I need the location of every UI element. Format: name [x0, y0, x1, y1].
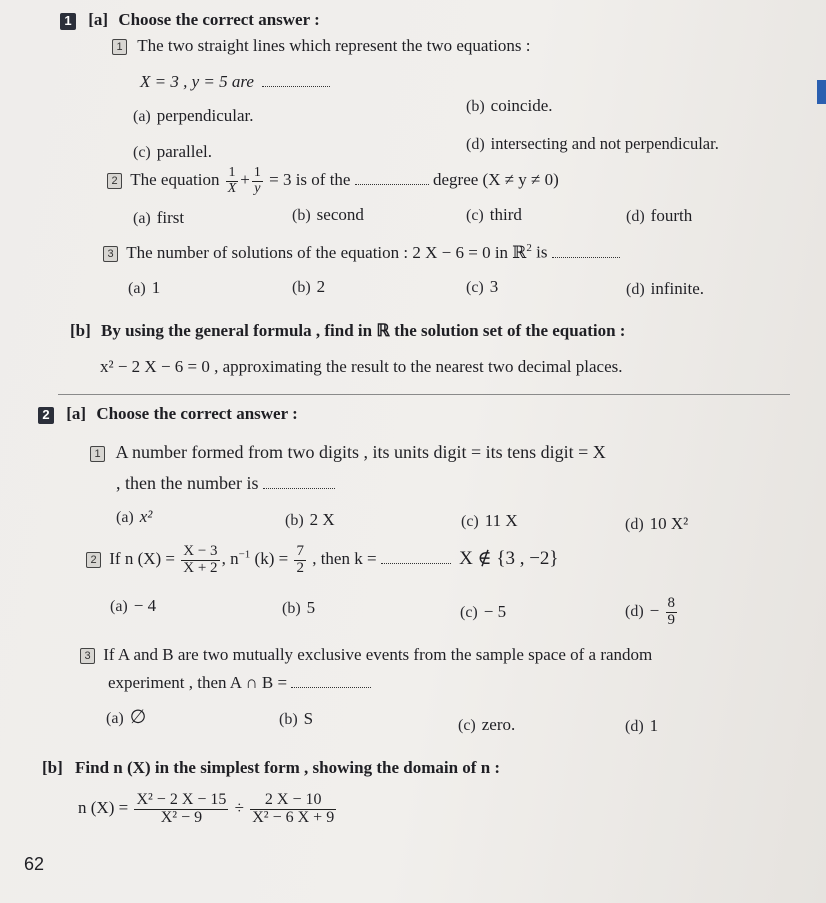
option-text: coincide.	[490, 96, 553, 115]
q1-a-label: [a]	[88, 10, 109, 29]
option-letter: (b)	[279, 711, 298, 728]
q2-item1-text2: , then the number is	[116, 473, 259, 493]
fraction-den: y	[254, 180, 261, 196]
q1-b-equation: x² − 2 X − 6 = 0 , approximating the result to the nearest two decimal places.	[100, 357, 623, 376]
option-text: parallel.	[156, 142, 212, 161]
q1-item3-text: The number of solutions of the equation : 2 X − 6 = 0 in ℝ	[126, 242, 527, 262]
fraction-num: 1	[226, 166, 239, 182]
q2-item3-text2: experiment , then A ∩ B =	[108, 673, 288, 692]
q1-b-label: [b]	[70, 321, 91, 340]
fraction-den: X² − 6 X + 9	[252, 808, 335, 826]
q2-item1-number: 1	[90, 446, 105, 462]
option-text: first	[156, 208, 185, 227]
answer-blank	[262, 80, 330, 87]
q1-item1-option-d[interactable]	[466, 134, 719, 154]
option-letter: (d)	[625, 718, 644, 735]
option-letter: (b)	[282, 600, 301, 617]
q1-item2-option-d[interactable]	[626, 206, 692, 226]
q2-item2-option-c[interactable]	[460, 602, 506, 622]
q2-b-label: [b]	[42, 758, 63, 777]
option-text: S	[303, 709, 314, 728]
q1-item1-option-a[interactable]	[133, 106, 254, 126]
q2-item3-option-d[interactable]	[625, 716, 658, 736]
q2-item2-post: , then k =	[312, 549, 377, 569]
option-letter: (b)	[292, 279, 311, 296]
q2-item3-option-b[interactable]	[279, 709, 313, 729]
q2-item1-text: A number formed from two digits , its units digit = its tens digit = X	[115, 442, 606, 462]
q1-item3-option-c[interactable]	[466, 277, 498, 297]
option-text: 3	[489, 277, 499, 296]
q1-item3-option-d[interactable]	[626, 279, 704, 299]
option-text: zero.	[481, 715, 516, 734]
option-letter: (b)	[466, 98, 485, 115]
q1-item3-option-a[interactable]	[128, 278, 160, 298]
q2-item1-stem2	[116, 473, 335, 494]
q1-item2-stem	[107, 166, 559, 196]
option-text: second	[316, 205, 364, 224]
option-text: fourth	[650, 206, 693, 225]
fraction-num: X² − 2 X − 15	[136, 791, 227, 808]
q2-item3-number: 3	[80, 648, 95, 664]
q2-item3-option-a[interactable]	[106, 706, 146, 729]
fraction-num: 2 X − 10	[250, 792, 336, 810]
q1-b-text: By using the general formula , find in ℝ the solution set of the equation :	[101, 321, 626, 340]
option-letter: (c)	[133, 144, 151, 161]
fraction-num: X − 3	[183, 543, 218, 559]
q1-a-title: Choose the correct answer :	[118, 10, 320, 29]
answer-blank	[291, 681, 371, 688]
q2-item1-option-c[interactable]	[461, 511, 518, 531]
option-text: 10 X²	[649, 514, 689, 533]
q1-item3-text2: is	[536, 242, 548, 262]
q1-item1-equation	[140, 72, 330, 92]
option-text: infinite.	[650, 279, 705, 298]
q2-b-heading	[42, 758, 500, 778]
option-text: 5	[306, 598, 316, 617]
option-text: perpendicular.	[156, 106, 254, 125]
option-letter: (a)	[110, 598, 128, 615]
fraction	[134, 792, 228, 827]
fraction-den: X² − 9	[160, 808, 203, 826]
q1-item1-eq: X = 3 , y = 5 are	[140, 72, 254, 91]
q2-item2-option-a[interactable]	[110, 596, 156, 616]
page-number: 62	[24, 854, 45, 874]
q2-a-label: [a]	[66, 404, 87, 423]
option-text: − 4	[133, 596, 157, 615]
superscript: 2	[526, 242, 532, 254]
q2-item2-option-b[interactable]	[282, 598, 315, 618]
q1-number-badge: 1	[60, 13, 76, 30]
q2-item2-stem	[86, 544, 559, 577]
answer-blank	[381, 557, 451, 564]
option-letter: (a)	[133, 108, 151, 125]
page-edge-tab	[817, 80, 826, 104]
option-letter: (b)	[292, 207, 311, 224]
option-text: − 5	[483, 602, 507, 621]
option-letter: (b)	[285, 512, 304, 529]
q1-item1-option-c[interactable]	[133, 142, 212, 162]
q1-item1-text: The two straight lines which represent the two equations :	[137, 36, 531, 55]
answer-blank	[263, 482, 335, 489]
option-letter: (c)	[461, 513, 479, 530]
q2-item1-option-b[interactable]	[285, 510, 335, 530]
option-text: 1	[649, 716, 659, 735]
q1-item1-number: 1	[112, 39, 127, 55]
q2-item2-option-d[interactable]	[625, 596, 679, 629]
option-letter: (d)	[466, 136, 485, 153]
fraction	[252, 166, 263, 196]
option-letter: (a)	[133, 210, 151, 227]
option-letter: (a)	[106, 710, 124, 727]
option-text: ∅	[129, 707, 147, 728]
q2-item2-mid2: (k) =	[254, 549, 289, 569]
option-letter: (c)	[466, 279, 484, 296]
fraction-num: 8	[667, 595, 675, 611]
option-letter: (d)	[625, 516, 644, 533]
fraction	[294, 544, 306, 577]
fraction-den: X + 2	[183, 559, 218, 576]
q1-item2-option-b[interactable]	[292, 205, 364, 225]
option-letter: (d)	[625, 603, 644, 621]
fraction	[226, 166, 239, 196]
q1-item2-pre: The equation	[130, 170, 220, 190]
q1-item2-option-a[interactable]	[133, 208, 184, 228]
option-letter: (d)	[626, 281, 645, 298]
q1-item2-number: 2	[107, 173, 122, 189]
option-letter: (c)	[466, 207, 484, 224]
option-letter: (a)	[116, 509, 134, 526]
q1-item3-number: 3	[103, 246, 118, 262]
option-letter: (a)	[128, 280, 146, 297]
q1-item3-stem	[103, 242, 620, 263]
option-text: intersecting and not perpendicular.	[490, 134, 719, 153]
q2-b-pre: n (X) =	[78, 798, 129, 818]
q2-item3-stem2	[108, 673, 371, 693]
section-divider	[58, 394, 790, 395]
q1-header	[60, 10, 320, 30]
option-sign: −	[649, 601, 660, 621]
q2-item3-text: If A and B are two mutually exclusive events from the sample space of a random	[103, 645, 653, 664]
option-letter: (c)	[460, 604, 478, 621]
q1-item2-option-c[interactable]	[466, 205, 522, 225]
divide-sign: ÷	[234, 798, 244, 818]
option-text: 1	[151, 278, 161, 297]
fraction	[250, 792, 336, 827]
q2-b-text: Find n (X) in the simplest form , showing the domain of n :	[75, 758, 501, 777]
plus-sign: +	[240, 170, 250, 190]
fraction-num: 7	[296, 543, 304, 559]
q1-item2-post2: degree (X ≠ y ≠ 0)	[432, 170, 559, 190]
option-letter: (d)	[626, 208, 645, 225]
option-text: 2 X	[309, 510, 335, 529]
q1-item1-option-b[interactable]	[466, 96, 553, 116]
q1-item1-stem	[112, 36, 531, 56]
q2-a-title: Choose the correct answer :	[96, 404, 298, 423]
q2-item3-option-c[interactable]	[458, 715, 515, 735]
answer-blank	[552, 251, 620, 258]
superscript: −1	[238, 548, 251, 561]
q2-item2-mid: , n	[221, 549, 239, 569]
option-text: 2	[316, 277, 326, 296]
q2-number-badge: 2	[38, 407, 54, 424]
q2-item1-option-d[interactable]	[625, 514, 688, 534]
option-text: 11 X	[484, 511, 518, 530]
q2-item1-option-a[interactable]	[116, 507, 152, 527]
q2-item2-number: 2	[86, 552, 101, 568]
q2-item3-stem	[80, 645, 652, 665]
fraction-den: 9	[667, 611, 675, 628]
fraction	[181, 544, 219, 577]
q1-b-heading	[70, 321, 625, 341]
option-letter: (c)	[458, 717, 476, 734]
q2-b-expression	[78, 792, 338, 827]
fraction	[666, 596, 678, 629]
q2-item2-pre: If n (X) =	[109, 549, 176, 569]
fraction-num: 1	[253, 165, 261, 180]
fraction-den: 2	[296, 559, 304, 576]
option-text: third	[489, 205, 522, 224]
q1-item3-option-b[interactable]	[292, 277, 325, 297]
answer-blank	[355, 178, 429, 185]
fraction-den: X	[227, 180, 237, 196]
q1-item2-post: = 3 is of the	[269, 170, 351, 190]
q2-header	[38, 404, 298, 424]
q2-item1-stem	[90, 442, 606, 463]
q2-item2-condition: X ∉ {3 , −2}	[459, 548, 559, 570]
option-text: x²	[139, 507, 153, 526]
